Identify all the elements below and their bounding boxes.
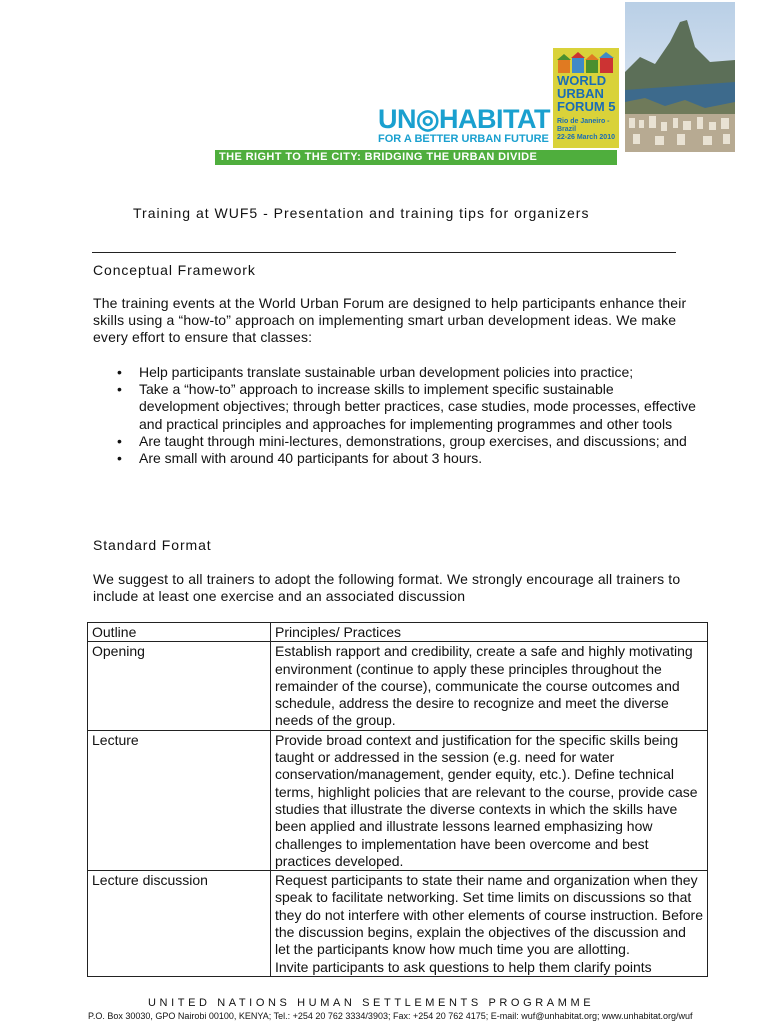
table-header-cell: Outline	[88, 623, 271, 642]
table-cell-outline: Lecture discussion	[88, 871, 271, 977]
wuf-logo-text	[557, 74, 616, 113]
list-item: • Help participants translate sustainable urban development policies into practice;	[117, 364, 697, 381]
un-habitat-wordmark: UN◎HABITAT	[378, 104, 551, 134]
wuf-dates: 22-26 March 2010	[557, 134, 615, 141]
table-row	[88, 871, 708, 977]
footer-organization: UNITED NATIONS HUMAN SETTLEMENTS PROGRAMME	[148, 997, 595, 1009]
list-item: • Are taught through mini-lectures, demonstrations, group exercises, and discussions; and	[117, 433, 697, 450]
table-header-cell: Principles/ Practices	[271, 623, 708, 642]
rio-landscape-photo	[625, 2, 735, 152]
format-table	[87, 622, 708, 977]
bullet-list	[117, 364, 697, 467]
table-cell-practices: Establish rapport and credibility, create a safe and highly motivating environment (continue to apply these principles throughout the remainder of the course), communicate the course outcomes and schedule, address the desire to recognize and meet the diverse needs of the group.	[271, 642, 708, 730]
table-cell-outline: Lecture	[88, 730, 271, 870]
un-habitat-logo	[378, 104, 551, 150]
table-row	[88, 730, 708, 870]
section-paragraph: We suggest to all trainers to adopt the following format. We strongly encourage all trainers to include at least one exercise and an associated discussion	[93, 571, 681, 604]
wuf-logo-line: FORUM 5	[557, 99, 616, 114]
table-row	[88, 642, 708, 730]
table-cell-practices: Provide broad context and justification for the specific skills being taught or addressed in the session (e.g. need for water conservation/management, gender equity, etc.). Define technical terms, highlight policies that are relevant to the course, provide case studies that illustrate the diverse contexts in which the skills have been applied and illustrate lessons learned emphasizing how challenges to implementation have been overcome and best practices developed.	[271, 730, 708, 870]
list-item: • Take a “how-to” approach to increase skills to implement specific sustainable development objectives; through better practices, case studies, mode processes, effective and practical principles and approaches for implementing programmes and other tools	[117, 381, 697, 433]
wuf-logo-line: WORLD	[557, 73, 607, 88]
world-urban-forum-logo	[553, 48, 619, 148]
document-title: Training at WUF5 - Presentation and training tips for organizers	[133, 205, 590, 221]
title-divider	[92, 252, 676, 253]
footer-address: P.O. Box 30030, GPO Nairobi 00100, KENYA; Tel.: +254 20 762 3334/3903; Fax: +254 20 762 4175; E-mail: wuf@unhabitat.org; www.unhabitat.org/wuf	[88, 1011, 693, 1021]
table-cell-practices: Request participants to state their name and organization when they speak to facilitate networking. Set time limits on discussions so that they do not interfere with other elements of course instruction. Before the discussion begins, explain the objectives of the discussion and let the participants know how much time you are allotting. Invite participants to ask questions to help them clarify points	[271, 871, 708, 977]
section-paragraph: The training events at the World Urban Forum are designed to help participants enhance their skills using a “how-to” approach on implementing smart urban development ideas. We make every effort to ensure that classes:	[93, 295, 687, 345]
banner-slogan: THE RIGHT TO THE CITY: BRIDGING THE URBAN DIVIDE	[215, 150, 617, 165]
list-item: • Are small with around 40 participants for about 3 hours.	[117, 450, 697, 467]
table-cell-outline: Opening	[88, 642, 271, 730]
houses-icon	[557, 52, 615, 74]
un-habitat-tagline: FOR A BETTER URBAN FUTURE	[378, 133, 549, 145]
section-heading-conceptual-framework: Conceptual Framework	[93, 262, 256, 278]
wuf-city: Rio de Janeiro - Brazil	[557, 118, 610, 133]
table-header-row	[88, 623, 708, 642]
wuf-logo-line: URBAN	[557, 86, 604, 101]
header-banner	[215, 0, 735, 168]
wuf-location	[557, 118, 619, 142]
section-heading-standard-format: Standard Format	[93, 537, 212, 553]
